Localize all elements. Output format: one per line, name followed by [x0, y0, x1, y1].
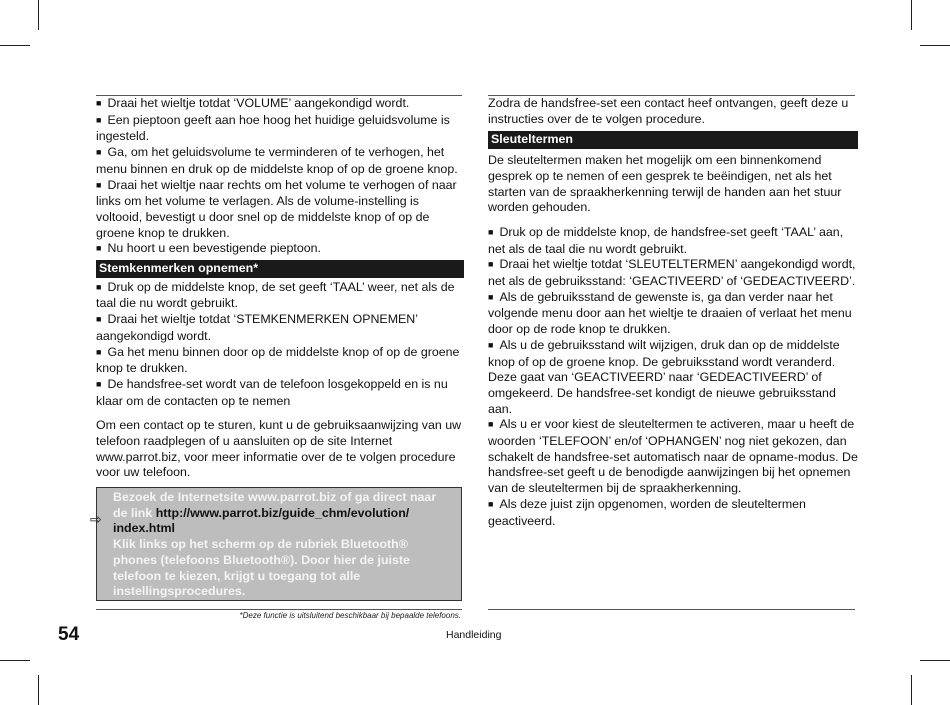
info-box-prefix: de link	[113, 505, 156, 520]
left-column	[96, 96, 464, 481]
right-bullet: ■ Als de gebruiksstand de gewenste is, ga dan verder naar het volgende menu door aan het wieltje te draaien of verlaat het menu door op de rode knop te drukken.	[488, 290, 858, 338]
crop-mark	[911, 0, 912, 30]
right-bullet: ■ Als deze juist zijn opgenomen, worden de sleuteltermen geactiveerd.	[488, 497, 858, 529]
left-bullet: ■ Nu hoort u een bevestigende pieptoon.	[96, 241, 464, 258]
left-bullet: ■ Een pieptoon geeft aan hoe hoog het huidige geluidsvolume is ingesteld.	[96, 113, 464, 145]
crop-mark	[0, 660, 30, 661]
right-column	[488, 96, 858, 529]
left-bullet: ■ De handsfree-set wordt van de telefoon losgekoppeld en is nu klaar om de contacten op te nemen	[96, 377, 464, 409]
crop-mark	[38, 0, 39, 30]
left-bullet: ■ Draai het wieltje totdat ‘STEMKENMERKEN OPNEMEN’ aangekondigd wordt.	[96, 312, 464, 344]
footnote: *Deze functie is uitsluitend beschikbaar bij bepaalde telefoons.	[239, 611, 461, 620]
crop-mark	[920, 660, 950, 661]
crop-mark	[920, 45, 950, 46]
right-bullet: ■ Draai het wieltje totdat ‘SLEUTELTERMEN’ aangekondigd wordt, net als de gebruiksstand: ‘GEACTIVEERD’ of ‘GEDEACTIVEERD’.	[488, 257, 858, 289]
left-bullet: ■ Druk op de middelste knop, de set geeft ‘TAAL’ weer, net als de taal die nu wordt gebruikt.	[96, 280, 464, 312]
footer-title: Handleiding	[446, 629, 502, 641]
right-bullet: ■ Als u er voor kiest de sleuteltermen te activeren, maar u heeft de woorden ‘TELEFOON’ en/of ‘OPHANGEN’ nog niet gekozen, dan schakelt de handsfree-set automatisch naar de opname-modus. De handsfree-set geeft u de benodigde aanwijzingen bij het opnemen van de sleuteltermen bij de spraakherkenning.	[488, 417, 858, 497]
page-number: 54	[58, 624, 80, 645]
left-bullet: ■ Draai het wieltje totdat ‘VOLUME’ aangekondigd wordt.	[96, 96, 464, 113]
right-intro: Zodra de handsfree-set een contact heef ontvangen, geeft deze u instructies over de te volgen procedure.	[488, 96, 849, 126]
bottom-rule-left	[96, 609, 462, 610]
section-heading-keywords: Sleuteltermen	[488, 131, 858, 149]
crop-mark	[0, 45, 30, 46]
section-heading-voice: Stemkenmerken opnemen*	[96, 260, 464, 278]
left-bullet: ■ Ga het menu binnen door op de middelste knop of op de groene knop te drukken.	[96, 345, 464, 377]
parrot-link-cont[interactable]: index.html	[113, 521, 175, 536]
info-box	[96, 487, 462, 601]
crop-mark	[911, 675, 912, 705]
left-bullet: ■ Draai het wieltje naar rechts om het volume te verhogen of naar links om het volume te verlagen. Als de volume-instelling is voltooid, bevestigt u door snel op de middelste knop of op de groene knop te drukken.	[96, 178, 464, 242]
right-bullet: ■ Als u de gebruiksstand wilt wijzigen, druk dan op de middelste knop of op de groene knop. De gebruiksstand wordt veranderd. Deze gaat van ‘GEACTIVEERD’ naar ‘GEDEACTIVEERD’ of omgekeerd. De handsfree-set kondigt de nieuwe gebruiksstand aan.	[488, 338, 858, 418]
bottom-rule-right	[488, 609, 855, 610]
left-bullet: ■ Ga, om het geluidsvolume te verminderen of te verhogen, het menu binnen en druk op de middelste knop of op de groene knop.	[96, 145, 464, 177]
arrow-icon: ⇨	[90, 512, 102, 528]
parrot-link[interactable]: http://www.parrot.biz/guide_chm/evolution/	[155, 505, 410, 520]
info-box-rest: Klik links op het scherm op de rubriek Bluetooth® phones (telefoons Bluetooth®). Door hier de juiste telefoon te kiezen, krijgt u toegang tot alle instellingsprocedures.	[113, 537, 410, 599]
crop-mark	[38, 675, 39, 705]
right-paragraph: De sleuteltermen maken het mogelijk om een binnenkomend gesprek op te nemen of een gesprek te beëindigen, net als het starten van de spraakherkenning terwijl de handen aan het stuur worden gehouden.	[488, 153, 842, 215]
info-box-line1: Bezoek de Internetsite www.parrot.biz of ga direct naar	[113, 490, 437, 504]
contact-paragraph: Om een contact op te sturen, kunt u de gebruiksaanwijzing van uw telefoon raadplegen of u aansluiten op de site Internet www.parrot.biz, voor meer informatie over de te volgen procedure voor uw telefoon.	[96, 418, 462, 480]
right-bullet: ■ Druk op de middelste knop, de handsfree-set geeft ‘TAAL’ aan, net als de taal die nu wordt gebruikt.	[488, 225, 858, 257]
